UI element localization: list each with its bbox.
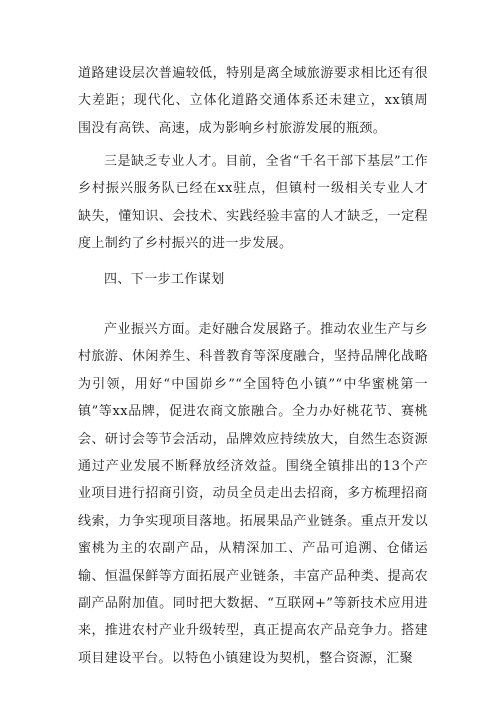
paragraph-talent-shortage: 三是缺乏专业人才。目前，全省“千名干部下基层”工作乡村振兴服务队已经在xx驻点，但镇村一级相关专业人才缺失，懂知识、会技术、实践经验丰富的人才缺乏，一定程度上制约了乡村振兴的进一步发展。 bbox=[78, 154, 428, 252]
section-heading-next-steps: 四、下一步工作谋划 bbox=[104, 272, 225, 287]
paragraph-road-construction: 道路建设层次普遍较低，特别是离全域旅游要求相比还有很大差距；现代化、立体化道路交通体系还未建立，xx镇周围没有高铁、高速，成为影响乡村旅游发展的瓶颈。 bbox=[78, 66, 428, 136]
paragraph-industry-revitalization: 产业振兴方面。走好融合发展路子。推动农业生产与乡村旅游、休闲养生、科普教育等深度融合，坚持品牌化战略为引领，用好“中国峁乡”“全国特色小镇”“中华蜜桃第一镇”等xx品牌，促进农商文旅融合。全力办好桃花节、赛桃会、研讨会等节会活动，品牌效应持续放大，自然生态资源通过产业发展不断释放经济效益。围绕全镇排出的13个产业项目进行招商引资，动员全员走出去招商，多方梳理招商线索，力争实现项目落地。拓展果品产业链条。重点开发以蜜桃为主的农副产品，从精深加工、产品可追溯、仓储运输、恒温保鲜等方面拓展产业链条，丰富产品种类、提高农副产品附加值。同时把大数据、“互联网+”等新技术应用进来，推进农村产业升级转型，真正提高农产品竞争力。搭建项目建设平台。以特色小镇建设为契机，整合资源，汇聚 bbox=[78, 322, 428, 666]
